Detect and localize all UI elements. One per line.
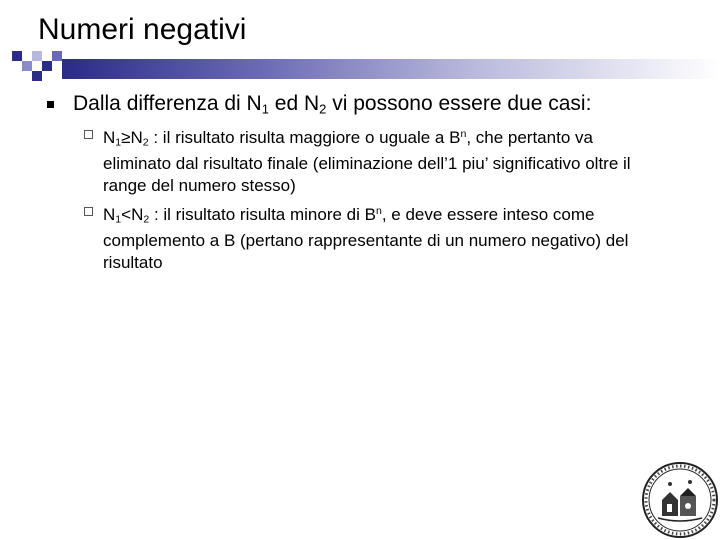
var-n: N [131, 204, 144, 224]
superscript: n [375, 205, 382, 217]
decor-square [42, 61, 52, 71]
decor-square [52, 51, 62, 61]
bullet-text-part: ed N [268, 92, 320, 115]
subscript: 2 [142, 136, 149, 149]
sub-item-1 [103, 123, 663, 197]
operator: ≥ [121, 127, 131, 147]
decor-square [22, 61, 32, 71]
sub-item-text: , e deve essere inteso come complemento a B (pertano rappresentante di un numero negativo) del risultato [103, 204, 629, 273]
checkbox-bullet-icon [84, 130, 93, 139]
bullet-text-part: Dalla differenza di N [73, 92, 262, 115]
var-n: N [103, 204, 116, 224]
sub-item-2 [103, 200, 663, 274]
sub-item-text: , che pertanto va eliminato dal risultato finale (eliminazione dell’1 piu’ significativo oltre il range del numero stesso) [103, 127, 631, 196]
var-n: N [103, 127, 116, 147]
checkbox-bullet-icon [84, 207, 93, 216]
subscript: 2 [319, 101, 327, 117]
subscript: 2 [143, 213, 150, 226]
subscript: 1 [115, 136, 122, 149]
sub-item-text: : il risultato risulta maggiore o uguale a B [148, 127, 461, 147]
decor-square [32, 51, 42, 61]
var-n: N [130, 127, 143, 147]
subscript: 1 [115, 213, 122, 226]
subscript: 1 [261, 101, 269, 117]
decor-square [12, 51, 22, 61]
superscript: n [460, 128, 467, 140]
decor-square [32, 71, 42, 81]
bullet-text-part: vi possono essere due casi: [326, 92, 592, 115]
slide-title: Numeri negativi [38, 13, 247, 46]
square-bullet-icon [47, 101, 54, 108]
university-seal-icon [640, 460, 720, 540]
title-underline-band [62, 59, 720, 79]
bullet-text [73, 90, 591, 123]
sub-item-text: : il risultato risulta minore di B [149, 204, 376, 224]
operator: < [121, 204, 132, 224]
